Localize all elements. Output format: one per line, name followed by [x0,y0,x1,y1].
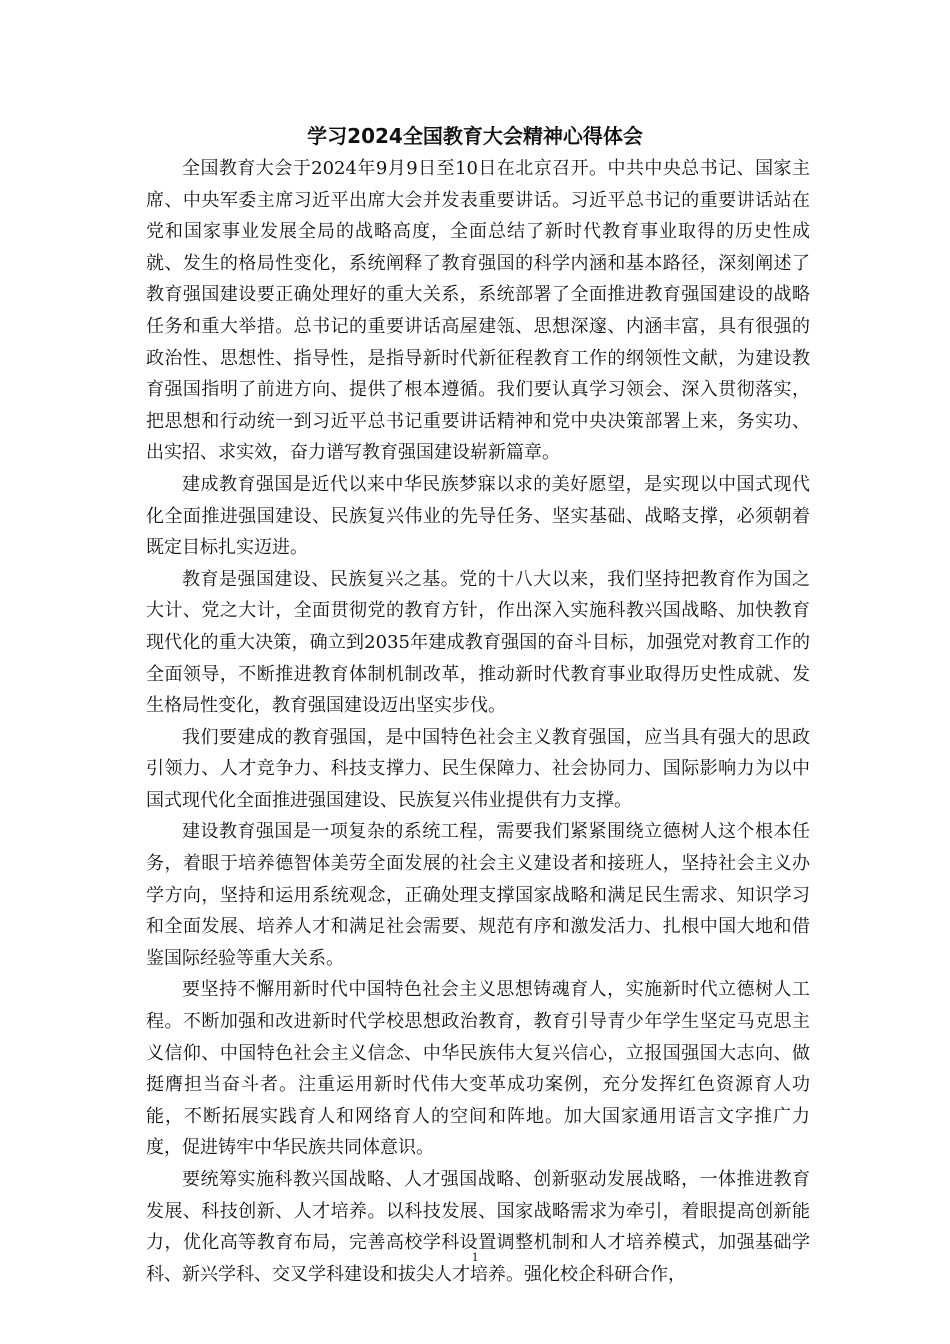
document-body [146,153,810,1290]
paragraph: 要坚持不懈用新时代中国特色社会主义思想铸魂育人，实施新时代立德树人工程。不断加强和改进新时代学校思想政治教育，教育引导青少年学生坚定马克思主义信仰、中国特色社会主义信念、中华民族伟大复兴信心，立报国强国大志向、做挺膺担当奋斗者。注重运用新时代伟大变革成功案例，充分发挥红色资源育人功能，不断拓展实践育人和网络育人的空间和阵地。加大国家通用语言文字推广力度，促进铸牢中华民族共同体意识。 [146,979,810,1159]
paragraph: 我们要建成的教育强国，是中国特色社会主义教育强国，应当具有强大的思政引领力、人才竞争力、科技支撑力、民生保障力、社会协同力、国际影响力为以中国式现代化全面推进强国建设、民族复兴伟业提供有力支撑。 [146,726,810,811]
page-number: 1 [471,1249,479,1264]
document-title: 学习2024全国教育大会精神心得体会 [307,124,643,148]
paragraph: 建设教育强国是一项复杂的系统工程，需要我们紧紧围绕立德树人这个根本任务，着眼于培养德智体美劳全面发展的社会主义建设者和接班人，坚持社会主义办学方向，坚持和运用系统观念，正确处理支撑国家战略和满足民生需求、知识学习和全面发展、培养人才和满足社会需要、规范有序和激发活力、扎根中国大地和借鉴国际经验等重大关系。 [146,821,810,969]
paragraph: 要统筹实施科教兴国战略、人才强国战略、创新驱动发展战略，一体推进教育发展、科技创新、人才培养。以科技发展、国家战略需求为牵引，着眼提高创新能力，优化高等教育布局，完善高校学科设置调整机制和人才培养模式，加强基础学科、新兴学科、交叉学科建设和拔尖人才培养。强化校企科研合作， [146,1169,810,1285]
paragraph: 建成教育强国是近代以来中华民族梦寐以求的美好愿望，是实现以中国式现代化全面推进强国建设、民族复兴伟业的先导任务、坚实基础、战略支撑，必须朝着既定目标扎实迈进。 [146,473,810,559]
paragraph: 教育是强国建设、民族复兴之基。党的十八大以来，我们坚持把教育作为国之大计、党之大计，全面贯彻党的教育方针，作出深入实施科教兴国战略、加快教育现代化的重大决策，确立到2035年建成教育强国的奋斗目标，加强党对教育工作的全面领导，不断推进教育体制机制改革，推动新时代教育事业取得历史性成就、发生格局性变化，教育强国建设迈出坚实步伐。 [146,568,810,717]
paragraph: 全国教育大会于2024年9月9日至10日在北京召开。中共中央总书记、国家主席、中央军委主席习近平出席大会并发表重要讲话。习近平总书记的重要讲话站在党和国家事业发展全局的战略高度，全面总结了新时代教育事业取得的历史性成就、发生的格局性变化，系统阐释了教育强国的科学内涵和基本路径，深刻阐述了教育强国建设要正确处理好的重大关系，系统部署了全面推进教育强国建设的战略任务和重大举措。总书记的重要讲话高屋建瓴、思想深邃、内涵丰富，具有很强的政治性、思想性、指导性，是指导新时代新征程教育工作的纲领性文献，为建设教育强国指明了前进方向、提供了根本遵循。我们要认真学习领会、深入贯彻落实，把思想和行动统一到习近平总书记重要讲话精神和党中央决策部署上来，务实功、出实招、求实效，奋力谱写教育强国建设崭新篇章。 [146,158,810,464]
